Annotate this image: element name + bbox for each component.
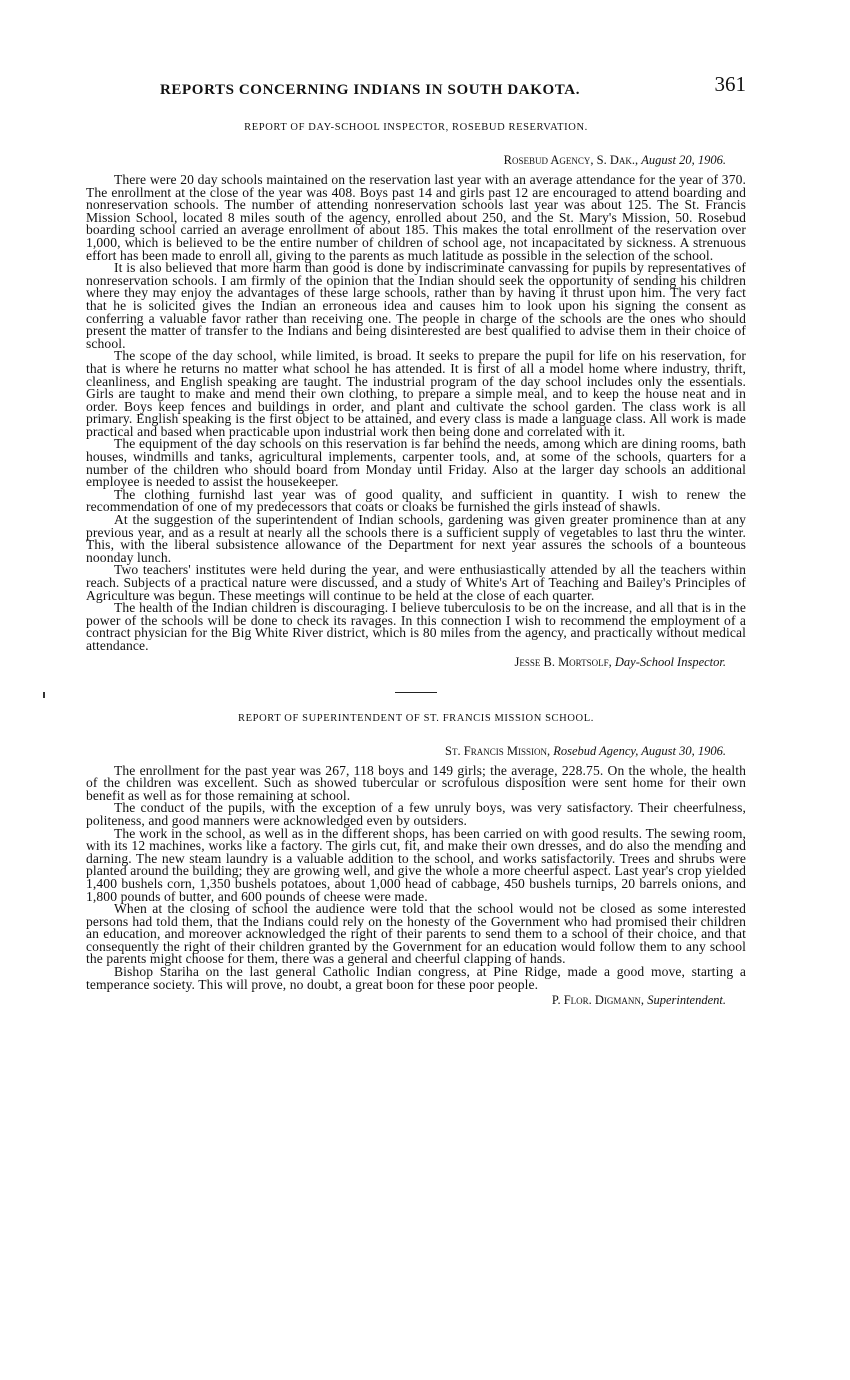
report1-signature-title: Day-School Inspector.: [614, 654, 726, 669]
paragraph: The work in the school, as well as in the different shops, has been carried on with good results. The sewing room, with its 12 machines, works like a factory. The girls cut, fit, and make their own dresses, and do also the mending and darning. The new steam laundry is a valuable addition to the school, and works satisfactorily. Trees and shrubs were planted around the building; they are growing well, and give the whole a more cheerful aspect. Last year's crop yielded 1,400 bushels corn, 1,350 bushels potatoes, about 1,000 head of cabbage, 450 bushels turnips, 20 barrels onions, and 1,800 pounds of butter, and 600 pounds of cheese were made.: [86, 825, 746, 904]
paragraph: Two teachers' institutes were held during the year, and were enthusiastically attended by all the teachers within reach. Subjects of a practical nature were discussed, and a study of White's Art of Teaching and Bailey's Principles of Agriculture was begun. These meetings will continue to be held at the close of each quarter.: [86, 562, 746, 603]
paragraph: The scope of the day school, while limited, is broad. It seeks to prepare the pupil for life on his reservation, for that is where he returns no matter what school he has attended. It is first of all a model home where industry, thrift, cleanliness, and English speaking are taught. The industrial program of the day school includes only the essentials. Girls are taught to make and mend their own clothing, to prepare a simple meal, and to keep the house neat and in order. Boys keep fences and buildings in order, and plant and cultivate the school garden. The class work is all primary. English speaking is the first object to be attained, and every class is made a language class. All work is made practical and based when practicable upon industrial work then being done and correlated with it.: [86, 348, 746, 439]
paragraph: The conduct of the pupils, with the exception of a few unruly boys, was very satisfactory. Their cheerfulness, politeness, and good manners were acknowledged even by outsiders.: [86, 800, 746, 828]
paragraph: The health of the Indian children is discouraging. I believe tuberculosis to be on the increase, and all that is in the power of the schools will be done to check its ravages. In this connection I wish to recommend the employment of a contract physician for the Big White River district, which is 80 miles from the agency, and practically without medical attendance.: [86, 600, 746, 653]
report1-signature: [86, 655, 726, 670]
report1-body: [86, 174, 746, 653]
paragraph: There were 20 day schools maintained on the reservation last year with an average attendance for the year of 370. The enrollment at the close of the year was 408. Boys past 14 and girls past 12 are encouraged to attend boarding and nonreservation schools. The number of attending nonreservation schools last year was about 125. The St. Francis Mission School, located 8 miles south of the agency, enrolled about 250, and the St. Mary's Mission, 50. Rosebud boarding school carried an average enrollment of about 185. This makes the total enrollment of the reservation over 1,000, which is believed to be the entire number of children of school age, not incapacitated by sickness. A strenuous effort has been made to enroll all, giving to the parents as much latitude as possible in the selection of the school.: [86, 172, 746, 263]
report2-body: [86, 762, 746, 992]
report2-dateline-place: St. Francis Mission,: [445, 743, 551, 758]
report2-title: REPORT OF SUPERINTENDENT OF ST. FRANCIS MISSION SCHOOL.: [238, 712, 594, 724]
report1-dateline-date: August 20, 1906.: [641, 153, 726, 167]
paragraph: The equipment of the day schools on this reservation is far behind the needs, among which are dining rooms, bath houses, windmills and tanks, agricultural implements, carpenter tools, and, at some of the schools, quarters for a number of the children who should board from Monday until Friday. Also at the larger day schools an additional employee is needed to assist the housekeeper.: [86, 436, 746, 490]
report2-signature-title: Superintendent.: [647, 993, 726, 1008]
report1-dateline-place: Rosebud Agency, S. Dak.,: [503, 153, 639, 167]
running-title: REPORTS CONCERNING INDIANS IN SOUTH DAKOTA.: [160, 82, 581, 98]
paragraph: The clothing furnishd last year was of good quality, and sufficient in quantity. I wish to renew the recommendation of one of my predecessors that coats or cloaks be furnished the girls instead of shawls.: [86, 486, 746, 515]
paragraph: At the suggestion of the superintendent of Indian schools, gardening was given greater prominence than at any previous year, and as a result at nearly all the schools there is a sufficient supply of vegetables to last thru the winter. This, with the liberal subsistence allowance of the Department for next year assures the schools of a bounteous noonday lunch.: [86, 512, 746, 565]
report1-title: REPORT OF DAY-SCHOOL INSPECTOR, ROSEBUD RESERVATION.: [244, 122, 588, 133]
paragraph: Bishop Stariha on the last general Catholic Indian congress, at Pine Ridge, made a good move, starting a temperance society. This will prove, no doubt, a great boon for these poor people.: [86, 964, 746, 992]
paragraph: It is also believed that more harm than good is done by indiscriminate canvassing for pupils by representatives of nonreservation schools. I am firmly of the opinion that the Indian should seek the opportunity of sending his children where they may enjoy the advantages of these large schools, rather than by having it thrust upon him. The very fact that he is solicited gives the Indian an erroneous idea and causes him to look upon his signing the consent as conferring a valuable favor rather than receiving one. The people in charge of the schools are the ones who should present the matter of transfer to the Indians and being disinterested are best qualified to advise them in their choice of school.: [86, 260, 746, 351]
page-header: [86, 70, 746, 110]
report2-dateline-date: Rosebud Agency, August 30, 1906.: [553, 743, 726, 758]
report2-signature-name: P. Flor. Digmann,: [551, 993, 645, 1008]
report2-signature: [86, 993, 726, 1008]
page-number: 361: [714, 72, 746, 96]
paragraph: The enrollment for the past year was 267, 118 boys and 149 girls; the average, 228.75. On the whole, the health of the children was excellent. Such as showed tubercular or scrofulous disposition were sent home for their own benefit as well as for those remaining at school.: [86, 762, 746, 803]
section-divider: [395, 692, 437, 693]
margin-mark: [43, 692, 45, 698]
paragraph: When at the closing of school the audience were told that the school would not be closed as some interested persons had told them, that the Indians could rely on the honesty of the Government who had promised their children an education, and moreover acknowledged the right of their parents to send them to a school of their choice, and that consequently the right of their children granted by the Government for an education would follow them to any school the parents might choose for them, there was a general and cheerful clapping of hands.: [86, 901, 746, 967]
report1-signature-name: Jesse B. Mortsolf,: [514, 654, 612, 669]
report2-dateline: [86, 744, 726, 759]
document-page: [86, 70, 746, 1008]
report1-dateline: [86, 153, 726, 168]
